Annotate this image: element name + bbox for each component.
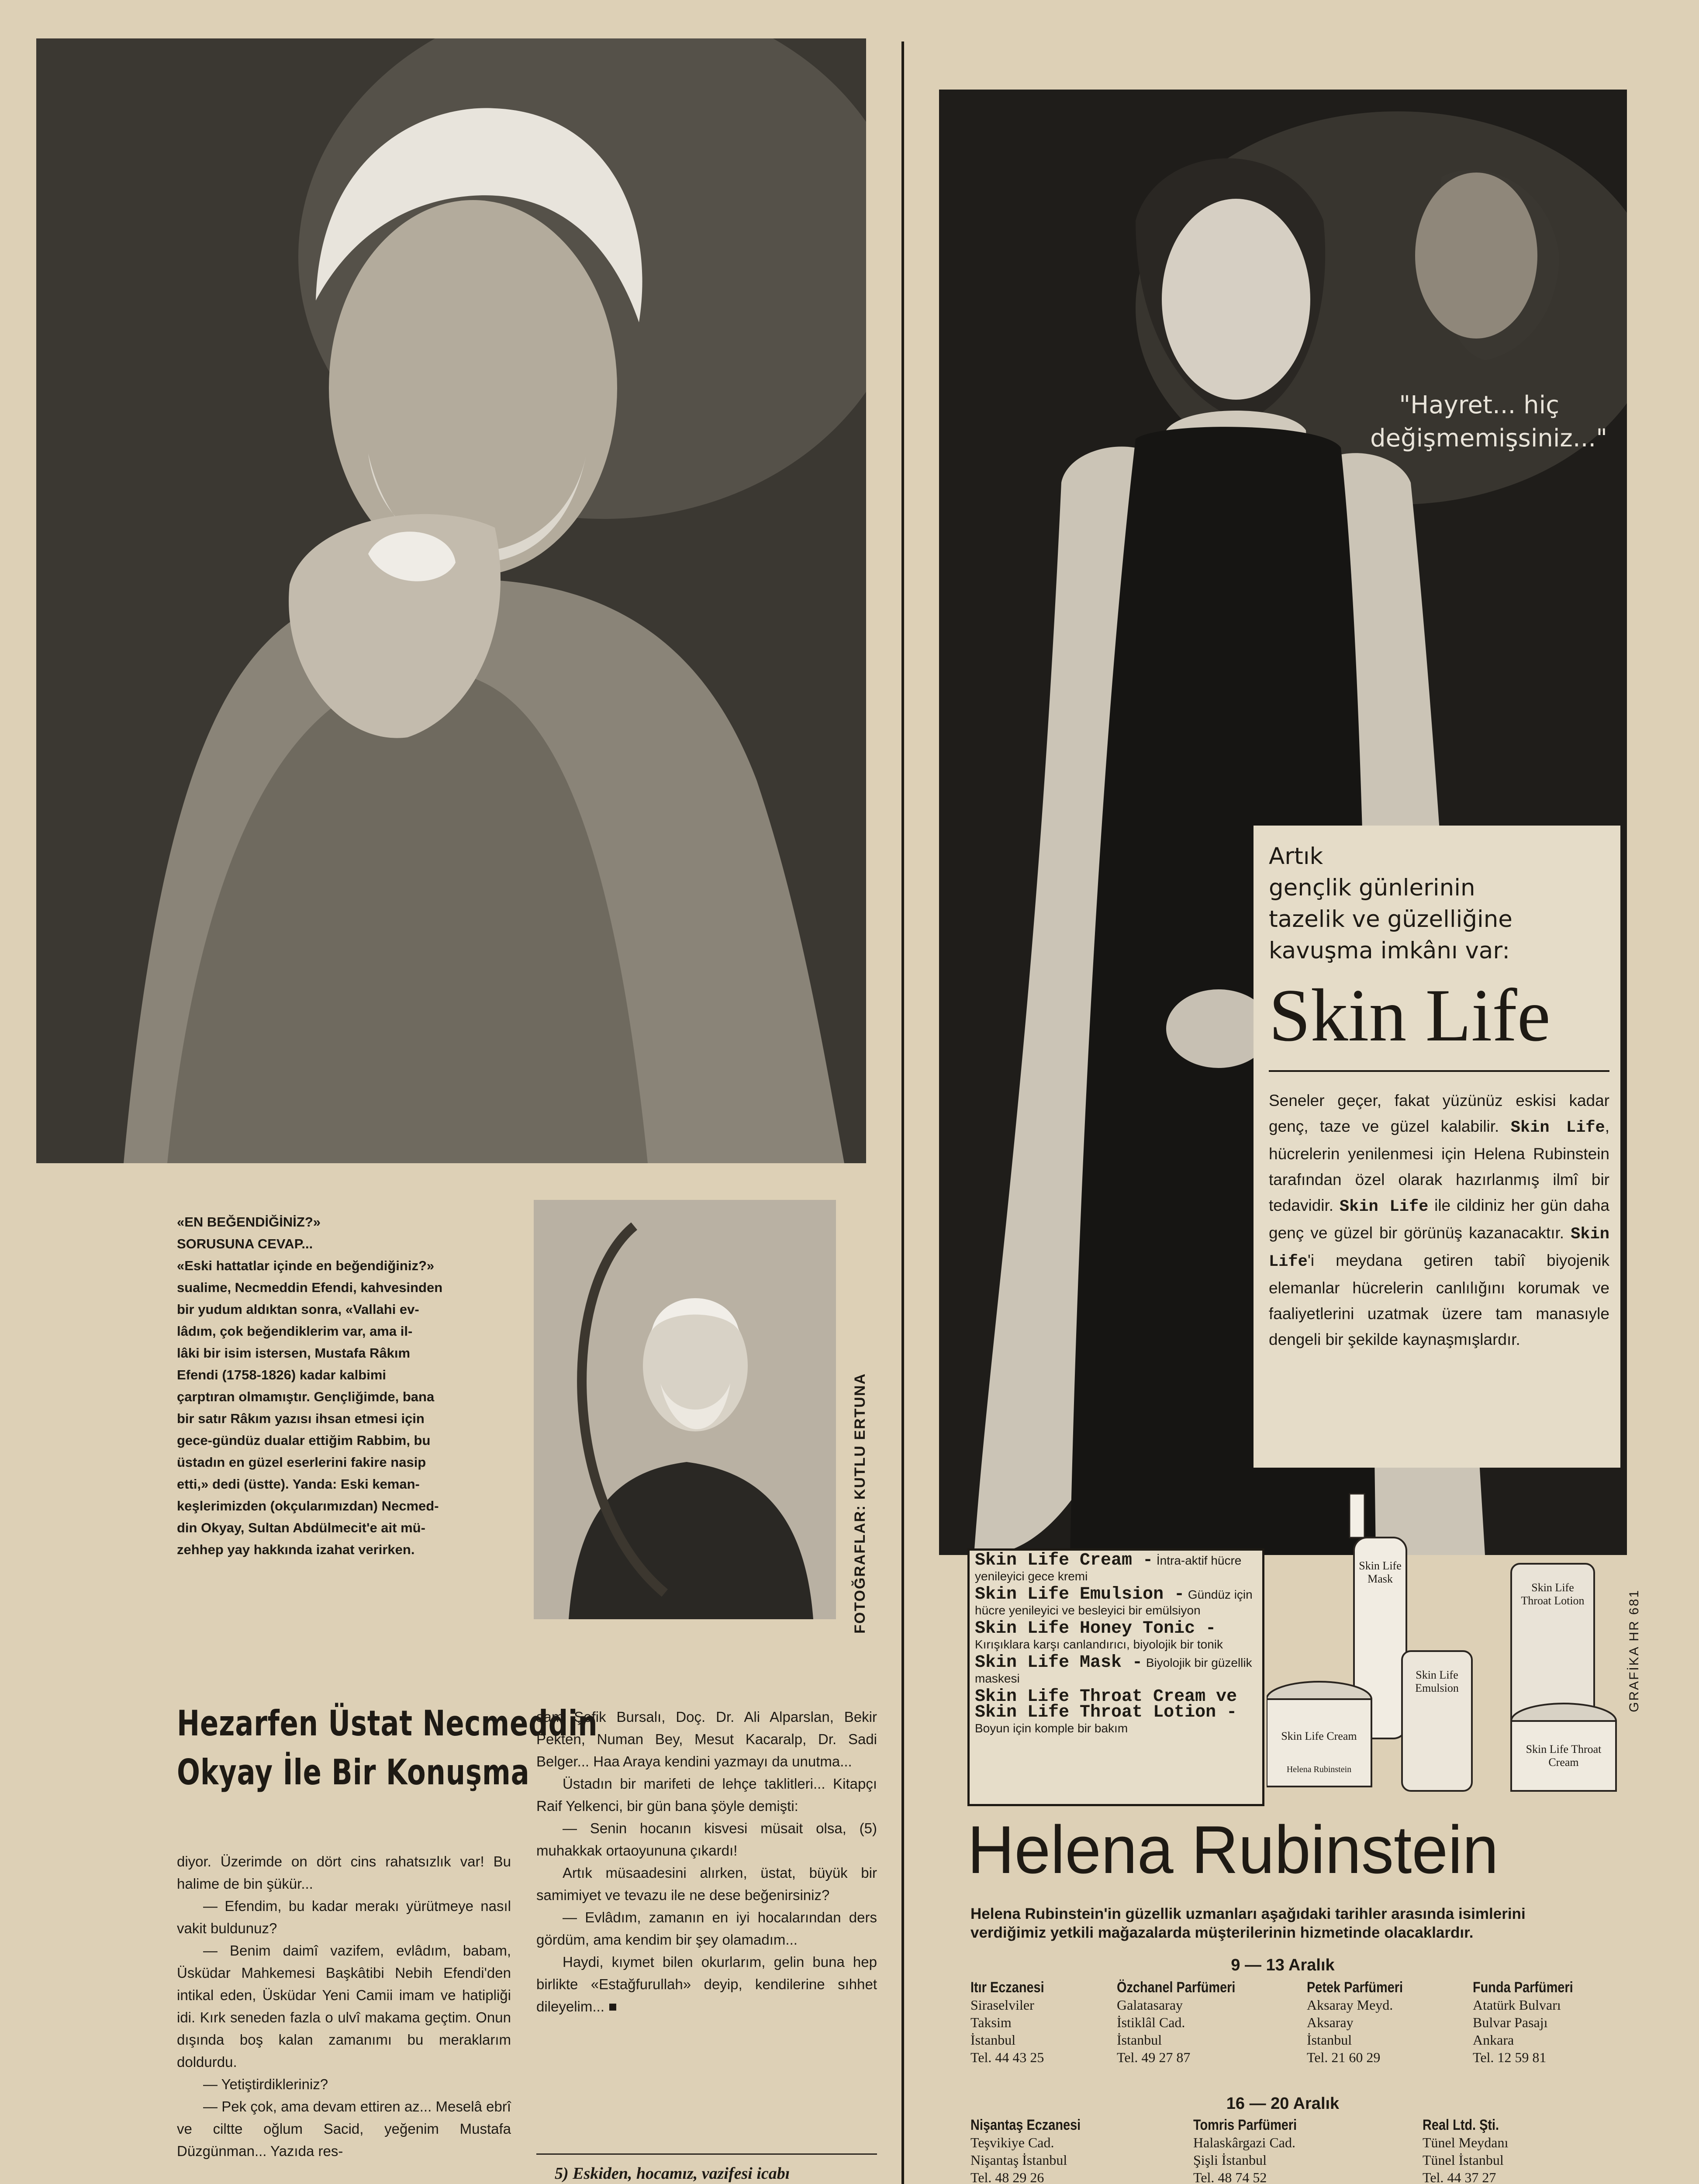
store-line: Bulvar Pasajı <box>1473 2015 1548 2030</box>
caption-line: üstadın en güzel eserlerini fakire nasip <box>177 1455 426 1470</box>
product-item <box>975 1553 1254 1584</box>
caption-line: zehhep yay hakkında izahat verirken. <box>177 1542 415 1557</box>
caption-line: «EN BEĞENDİĞİNİZ?» <box>177 1214 321 1230</box>
stores-row-1 <box>970 1979 1626 2092</box>
paragraph: — Senin hocanın kisvesi müsait olsa, (5) muhakkak ortaoyununa çıkardı! <box>536 1820 877 1859</box>
product-desc: Boyun için komple bir bakım <box>975 1721 1128 1735</box>
store-line: Teşvikiye Cad. <box>970 2135 1054 2150</box>
caption-line: «Eski hattatlar içinde en beğendiğiniz?» <box>177 1258 435 1273</box>
body-brand: Skin Life <box>1510 1119 1605 1137</box>
product-item <box>975 1655 1254 1686</box>
caption-line: lâki bir isim istersen, Mustafa Râkım <box>177 1345 411 1361</box>
store-card <box>1193 2116 1368 2184</box>
store-phone: Tel. 12 59 81 <box>1473 2049 1547 2065</box>
article-column-1 <box>177 1850 511 2162</box>
product-item <box>975 1621 1254 1652</box>
product-item <box>975 1587 1254 1618</box>
product-list <box>975 1553 1254 1739</box>
body-text: , hücrelerin yenilenmesi için Helena Rubinstein tarafından özel olarak hazırlanmış ilmî bir tedavidir. <box>1269 1117 1609 1214</box>
caption-line: etti,» dedi (üstte). Yanda: Eski keman- <box>177 1476 420 1492</box>
skin-life-title: Skin Life <box>1269 974 1551 1057</box>
article-headline <box>177 1699 597 1797</box>
product-item <box>975 1689 1254 1736</box>
headline-line: Okyay İle Bir Konuşma <box>177 1752 530 1793</box>
caption-line: Efendi (1758-1826) kadar kalbimi <box>177 1367 387 1382</box>
body-text: 'i meydana getiren tabiî biyojenik elemanlar hücrelerin canlılığını korumak ve faaliyetlerini uzatmak üzere tam manasıyle dengeli bir şekilde kaynaşmışlardır. <box>1269 1251 1609 1348</box>
store-phone: Tel. 49 27 87 <box>1117 2049 1191 2065</box>
store-card <box>1473 1979 1626 2066</box>
intro-line: gençlik günlerinin <box>1269 874 1475 901</box>
stores-row-2 <box>970 2116 1626 2184</box>
caption-line: bir yudum aldıktan sonra, «Vallahi ev- <box>177 1302 419 1317</box>
store-line: Halaskârgazi Cad. <box>1193 2135 1295 2150</box>
paragraph: — Evlâdım, zamanın en iyi hocalarından ders gördüm, ama kendim bir şey olamadım... <box>536 1909 877 1948</box>
store-line: İstanbul <box>1307 2032 1352 2048</box>
store-line: Aksaray <box>1307 2015 1354 2030</box>
store-phone: Tel. 21 60 29 <box>1307 2049 1381 2065</box>
paragraph: — Pek çok, ama devam ettiren az... Meselâ ebrî ve ciltte oğlum Sacid, yeğenim Mustafa Düzgünman... Yazıda res- <box>177 2098 511 2159</box>
product-name: Skin Life Emulsion - <box>975 1585 1185 1604</box>
caption-line: SORUSUNA CEVAP... <box>177 1236 313 1251</box>
store-line: İstanbul <box>970 2032 1016 2048</box>
ad-quote <box>1336 389 1607 455</box>
product-name: Skin Life Throat Cream ve Skin Life Throat Lotion - <box>975 1687 1237 1722</box>
store-line: Siraselviler <box>970 1997 1034 2013</box>
product-desc: İntra-aktif hücre yenileyici gece kremi <box>975 1554 1242 1583</box>
ad-intro <box>1269 841 1618 967</box>
column-divider <box>901 41 904 2184</box>
store-card <box>970 1979 1136 2066</box>
jar-label: Skin Life Emulsion <box>1415 1669 1459 1694</box>
store-card <box>1423 2116 1597 2184</box>
body-text: ile cildiniz her gün daha genç ve güzel bir görünüş kazanacaktır. <box>1269 1196 1609 1242</box>
ad-title-rule <box>1269 1070 1609 1072</box>
product-desc: Biyolojik bir güzellik maskesi <box>975 1656 1252 1685</box>
intro-line: kavuşma imkânı var: <box>1269 937 1510 964</box>
announcement: Helena Rubinstein'in güzellik uzmanları aşağıdaki tarihler arasında isimlerini verdiğimiz yetkili mağazalarda müşterilerinin hizmetinde olacaklardır. <box>970 1905 1526 1941</box>
paragraph: diyor. Üzerimde on dört cins rahatsızlık var! Bu halime de bin şükür... <box>177 1853 511 1892</box>
body-brand: Skin Life <box>1339 1198 1429 1216</box>
quote-line: değişmemişsiniz..." <box>1370 424 1607 453</box>
body-text: Seneler geçer, fakat yüzünüz eskisi kadar genç, taze ve güzel kalabilir. <box>1269 1092 1609 1135</box>
store-card <box>1117 1979 1292 2066</box>
product-jars-illustration <box>1267 1476 1625 1800</box>
jar-label: Skin Life Throat Lotion <box>1521 1581 1585 1607</box>
store-line: Nişantaş İstanbul <box>970 2152 1067 2168</box>
store-name: Özchanel Parfümeri <box>1117 1979 1236 1996</box>
paragraph: sam Şefik Bursalı, Doç. Dr. Ali Alparslan, Bekir Pekten, Numan Bey, Mesut Kacaralp, Dr. Sadi Belger... Haa Araya kendini yazmayı da unutma... <box>536 1709 877 1769</box>
store-line: Ankara <box>1473 2032 1514 2048</box>
body-brand: Skin Life <box>1269 1225 1609 1271</box>
store-name: Nişantaş Eczanesi <box>970 2117 1081 2133</box>
store-name: Funda Parfümeri <box>1473 1979 1573 1996</box>
caption-line: sualime, Necmeddin Efendi, kahvesinden <box>177 1280 443 1295</box>
caption-line: bir satır Râkım yazısı ihsan etmesi için <box>177 1411 425 1426</box>
store-line: Tünel Meydanı <box>1423 2135 1509 2150</box>
caption-line: çarptıran olmamıştır. Gençliğimde, bana <box>177 1389 435 1404</box>
portrait-photo <box>36 38 866 1163</box>
headline-line: Hezarfen Üstat Necmeddin <box>177 1703 598 1744</box>
paragraph: Üstadın bir marifeti de lehçe taklitleri... Kitapçı Raif Yelkenci, bir gün bana şöyle demişti: <box>536 1776 877 1814</box>
product-name: Skin Life Honey Tonic - <box>975 1619 1216 1638</box>
store-line: İstanbul <box>1117 2032 1162 2048</box>
product-name: Skin Life Mask - <box>975 1653 1143 1673</box>
jar-label: Skin Life Throat Cream <box>1526 1743 1602 1769</box>
store-card <box>1307 1979 1473 2066</box>
photo-caption <box>177 1211 522 1561</box>
product-name: Skin Life Cream - <box>975 1551 1153 1570</box>
caption-line: gece-gündüz dualar ettiğim Rabbim, bu <box>177 1433 431 1448</box>
footnote-rule <box>536 2153 877 2155</box>
store-line: Taksim <box>970 2015 1012 2030</box>
paragraph: Haydi, kıymet bilen okurlarım, gelin buna hep birlikte «Estağfurullah» deyip, kendilerine sıhhet dileyelim... ■ <box>536 1954 877 2015</box>
ad-body-text <box>1269 1088 1609 1352</box>
footnote <box>555 2162 878 2184</box>
store-line: Aksaray Meyd. <box>1307 1997 1393 2013</box>
store-line: Şişli İstanbul <box>1193 2152 1267 2168</box>
paragraph: — Yetiştirdikleriniz? <box>203 2076 328 2092</box>
quote-line: "Hayret... hiç <box>1399 391 1559 419</box>
store-phone: Tel. 48 74 52 <box>1193 2170 1267 2184</box>
caption-line: lâdım, çok beğendiklerim var, ama il- <box>177 1324 413 1339</box>
agency-code: GRAFİKA HR 681 <box>1627 1589 1641 1712</box>
store-phone: Tel. 44 43 25 <box>970 2049 1044 2065</box>
paragraph: Artık müsaadesini alırken, üstat, büyük bir samimiyet ve tevazu ile ne dese beğenirsiniz? <box>536 1865 877 1903</box>
store-phone: Tel. 44 37 27 <box>1423 2170 1496 2184</box>
dates-block-1: 9 — 13 Aralık <box>1231 1956 1335 1974</box>
article-column-2 <box>536 1706 877 2018</box>
store-name: Real Ltd. Şti. <box>1423 2117 1499 2133</box>
paragraph: — Benim daimî vazifem, evlâdım, babam, Üsküdar Mahkemesi Başkâtibi Nebih Efendi'den intikal eden, Üsküdar Yeni Camii imam ve hatipliği idi. Kırk seneden fazla o ulvî makama geçtim. Onun dışında boş kalan zamanımı bu meraklarım doldurdu. <box>177 1942 511 2070</box>
paragraph: — Efendim, bu kadar merakı yürütmeye nasıl vakit buldunuz? <box>177 1898 511 1936</box>
photo-credit: FOTOĞRAFLAR: KUTLU ERTUNA <box>852 1372 868 1634</box>
store-name: Petek Parfümeri <box>1307 1979 1403 1996</box>
store-line: Galatasaray <box>1117 1997 1183 2013</box>
product-desc: Gündüz için hücre yenileyici ve besleyici bir emülsiyon <box>975 1588 1253 1617</box>
footnote-line: 5) Eskiden, hocamız, vazifesi icabı <box>555 2164 790 2183</box>
intro-line: tazelik ve güzelliğine <box>1269 906 1513 933</box>
caption-line: din Okyay, Sultan Abdülmecit'e ait mü- <box>177 1520 425 1535</box>
helena-rubinstein-logo: Helena Rubinstein <box>967 1812 1499 1887</box>
intro-line: Artık <box>1269 843 1323 870</box>
jar-label: Skin Life Cream <box>1281 1730 1357 1742</box>
archery-bow-photo <box>534 1200 836 1619</box>
product-desc: Kırışıklara karşı canlandırıcı, biyolojik bir tonik <box>975 1638 1223 1651</box>
caption-line: keşlerimizden (okçularımızdan) Necmed- <box>177 1498 439 1514</box>
store-name: Tomris Parfümeri <box>1193 2117 1297 2133</box>
store-name: Itır Eczanesi <box>970 1979 1044 1996</box>
store-line: İstiklâl Cad. <box>1117 2015 1185 2030</box>
jar-brand-label: Helena Rubinstein <box>1286 1765 1352 1774</box>
store-card <box>970 2116 1145 2184</box>
jar-label: Skin Life Mask <box>1359 1559 1402 1585</box>
store-phone: Tel. 48 29 26 <box>970 2170 1044 2184</box>
store-line: Atatürk Bulvarı <box>1473 1997 1561 2013</box>
dates-block-2: 16 — 20 Aralık <box>1226 2094 1340 2113</box>
store-line: Tünel İstanbul <box>1423 2152 1504 2168</box>
